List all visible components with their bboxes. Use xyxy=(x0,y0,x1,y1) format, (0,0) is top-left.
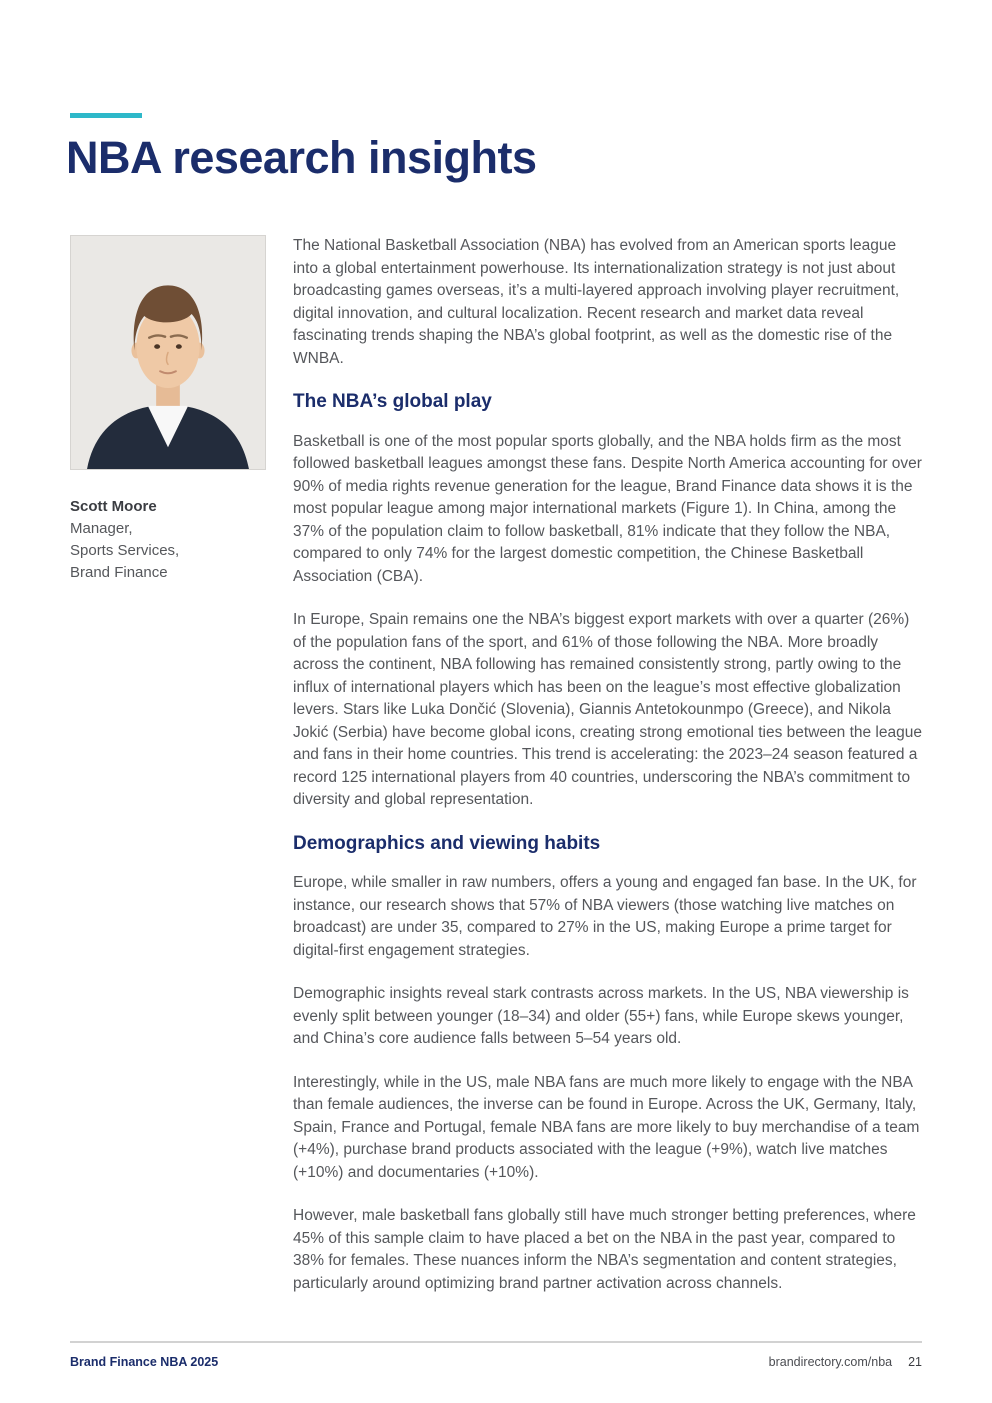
paragraph: In Europe, Spain remains one the NBA’s biggest export markets with over a quarter (26%) of the population fans of the sport, and 61% of those following the NBA. More broadly across the continent, NBA following has remained consistently strong, partly owing to the influx of international players which has been on the league’s most effective globalization levers. Stars like Luka Dončić (Slovenia), Giannis Antetokounmpo (Greece), and Nikola Jokić (Serbia) have become global icons, creating strong emotional ties between the league and fans in their home countries. This trend is accelerating: the 2023–24 season featured a record 125 international players from 40 countries, underscoring the NBA’s commitment to diversity and global representation. xyxy=(293,611,922,808)
content-area xyxy=(70,235,922,1316)
author-portrait-illustration xyxy=(71,236,265,469)
footer-right-group xyxy=(769,1355,922,1369)
page-title: NBA research insights xyxy=(66,132,537,183)
paragraph: Interestingly, while in the US, male NBA fans are much more likely to engage with the NBA than female audiences, the inverse can be found in Europe. Across the UK, Germany, Italy, Spain, France and Portugal, female NBA fans are more likely to buy merchandise of a team (+4%), purchase brand products associated with the league (+9%), watch live matches (+10%) and documentaries (+10%). xyxy=(293,1073,920,1181)
page-number: 21 xyxy=(908,1355,922,1369)
paragraph: Demographic insights reveal stark contrasts across markets. In the US, NBA viewership is evenly split between younger (18–34) and older (55+) fans, while Europe skews younger, and China’s core audience falls between 5–54 years old. xyxy=(293,985,909,1047)
author-name: Scott Moore xyxy=(70,498,157,515)
footer-report-title: Brand Finance NBA 2025 xyxy=(70,1355,219,1369)
article-body xyxy=(293,235,922,1316)
paragraph: However, male basketball fans globally still have much stronger betting preferences, where 45% of this sample claim to have placed a bet on the NBA in the past year, compared to 38% for females. These nuances inform the NBA’s segmentation and content strategies, particularly around optimizing brand partner activation across channels. xyxy=(293,1207,916,1292)
paragraph: Europe, while smaller in raw numbers, offers a young and engaged fan base. In the UK, for instance, our research shows that 57% of NBA viewers (those watching live matches on broadcast) are under 35, compared to 27% in the US, making Europe a prime target for digital-first engagement strategies. xyxy=(293,874,917,959)
intro-paragraph: The National Basketball Association (NBA) has evolved from an American sports league into a global entertainment powerhouse. Its internationalization strategy is not just about broadcasting games overseas, it’s a multi-layered approach involving player recruitment, digital innovation, and cultural localization. Recent research and market data reveal fascinating trends shaping the NBA’s global footprint, as well as the domestic rise of the WNBA. xyxy=(293,237,900,367)
accent-bar xyxy=(70,113,142,118)
paragraph: Basketball is one of the most popular sports globally, and the NBA holds firm as the most followed basketball leagues amongst these fans. Despite North America accounting for over 90% of media rights revenue generation for the league, Brand Finance data shows it is the most popular league among major international markets (Figure 1). In China, among the 37% of the population claim to follow basketball, 81% indicate that they follow the NBA, compared to only 74% for the largest domestic competition, the Chinese Basketball Association (CBA). xyxy=(293,432,922,585)
author-block xyxy=(70,235,266,584)
footer-link[interactable]: brandirectory.com/nba xyxy=(768,1355,893,1369)
author-role: Manager, xyxy=(70,520,133,537)
section-heading-global-play: The NBA’s global play xyxy=(293,391,492,412)
section-heading-demographics: Demographics and viewing habits xyxy=(293,832,601,854)
author-company: Brand Finance xyxy=(70,564,168,581)
author-caption xyxy=(70,496,266,584)
author-photo xyxy=(70,235,266,470)
page-footer xyxy=(70,1341,922,1369)
author-department: Sports Services, xyxy=(70,542,180,559)
